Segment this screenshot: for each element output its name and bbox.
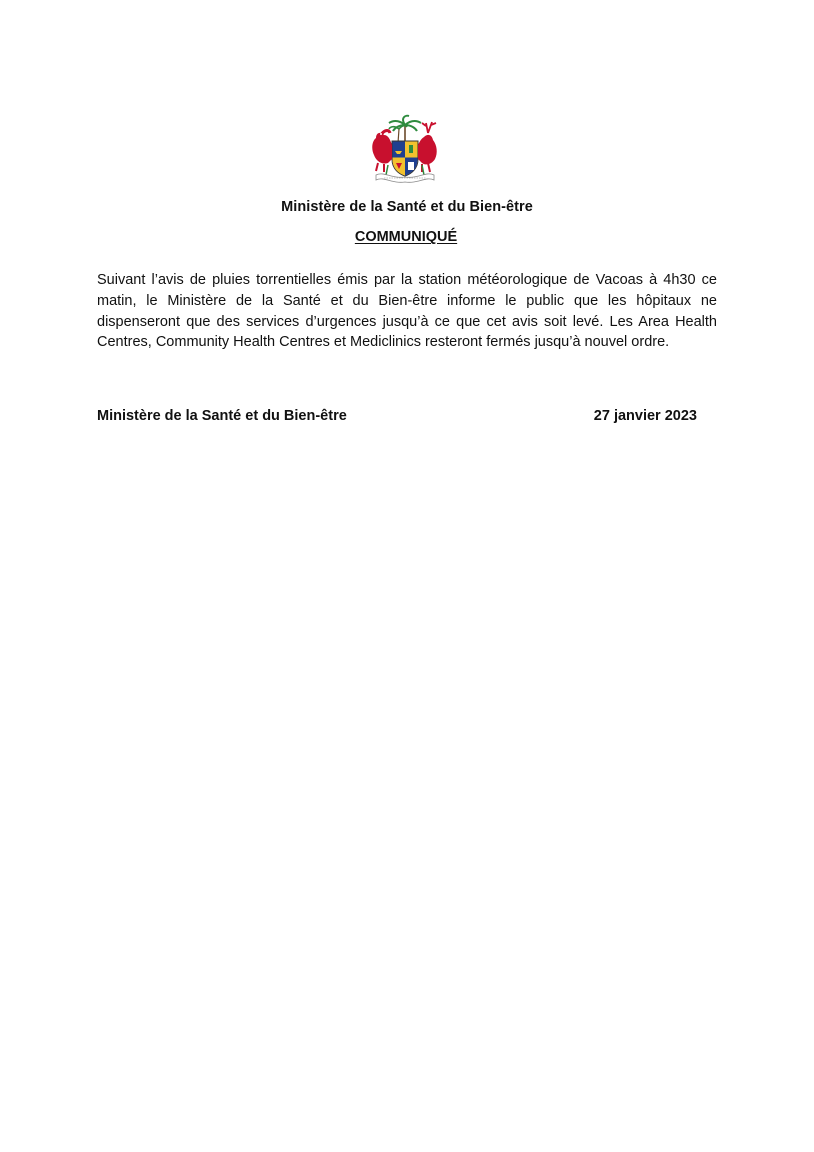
footer-ministry: Ministère de la Santé et du Bien-être (97, 408, 347, 424)
footer-date: 27 janvier 2023 (593, 408, 697, 424)
communique-title (0, 229, 814, 245)
ministry-header: Ministère de la Santé et du Bien-être (281, 199, 533, 215)
communique-title-text: COMMUNIQUÉ (354, 229, 458, 245)
communique-body: Suivant l’avis de pluies torrentielles émis par la station météorologique de Vacoas à 4h30 ce matin, le Ministère de la Santé et du Bien-être informe le public que les hôpitaux ne dispenseront que des services d’urgences jusqu’à ce que cet avis soit levé. Les Area Health Centres, Community Health Centres et Mediclinics resteront fermés jusqu’à nouvel ordre. (97, 272, 717, 351)
coat-of-arms-icon (362, 113, 448, 185)
